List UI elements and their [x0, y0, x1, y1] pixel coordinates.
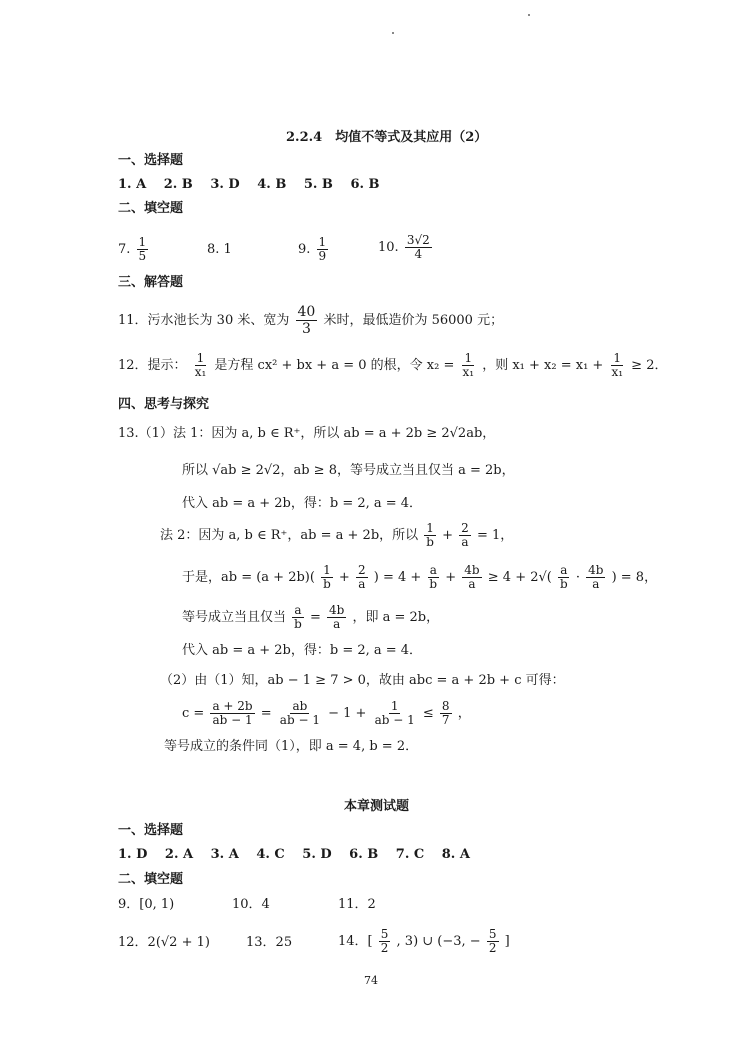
- q13-line-3: 代入 ab = a + 2b，得：b = 2, a = 4．: [182, 496, 423, 511]
- heading-fill-2: 二、填空题: [118, 872, 184, 887]
- test-answer-13: 13．25: [246, 935, 293, 950]
- heading-think: 四、思考与探究: [118, 397, 210, 412]
- choice-answers-2: 1. D 2. A 3. A 4. C 5. D 6. B 7. C 8. A: [118, 847, 470, 862]
- fraction: $\frac{4b}{a}$: [329, 603, 345, 631]
- heading-solve: 三、解答题: [118, 275, 184, 290]
- q13-line-9: c = $\frac{a + 2b}{ab - 1}$ = $\frac{ab}{ab - 1}$ − 1 + $\frac{1}{ab - 1}$ ≤ $\frac{8}{7}$ ，: [182, 699, 471, 727]
- q13-line-7: 代入 ab = a + 2b，得：b = 2, a = 4．: [182, 643, 423, 658]
- q13-line-4: 法 2：因为 a, b ∈ R⁺，ab = a + 2b，所以 $\frac{1}{b}$ + $\frac{2}{a}$ = 1，: [160, 521, 514, 549]
- fraction: $\frac{1}{b}$: [323, 563, 331, 591]
- q13-line-8: （2）由（1）知，ab − 1 ≥ 7 > 0，故由 abc = a + 2b + c 可得：: [160, 673, 565, 688]
- test-answer-11: 11．2: [338, 897, 376, 912]
- scan-speck: [392, 32, 394, 34]
- fraction: $\frac{1}{\text{x₁}}$: [611, 351, 624, 379]
- heading-choice: 一、选择题: [118, 153, 184, 168]
- fraction: $\frac{5}{2}$: [488, 927, 497, 955]
- test-answer-9: 9．[0, 1): [118, 897, 175, 912]
- fill-answer-8: 8. 1: [207, 242, 232, 257]
- chapter-test-title: 本章测试题: [344, 799, 410, 814]
- test-answer-14: 14．[ $\frac{5}{2}$ , 3) ∪ (−3, − $\frac{5}{2}$ ]: [338, 927, 510, 955]
- page-number: 74: [364, 974, 378, 987]
- q13-line-5: 于是，ab = (a + 2b)( $\frac{1}{b}$ + $\frac{2}{a}$ ) = 4 + $\frac{a}{b}$ + $\frac{4b}{a}$ ≥ 4 + 2√( $\frac{a}{b}$ · $\frac{4b}{a}$ ) = 8，: [182, 563, 658, 591]
- fraction: $\frac{8}{7}$: [441, 699, 450, 727]
- fraction: $\frac{1}{\text{x₁}}$: [194, 351, 207, 379]
- fraction: $\frac{40}{3}$: [297, 304, 316, 337]
- fraction: $\frac{2}{a}$: [461, 521, 469, 549]
- fill-answer-10: 10. $\frac{3√2}{4}$: [378, 233, 430, 261]
- fraction: $\frac{1}{ab - 1}$: [374, 699, 415, 727]
- fraction: $\frac{2}{a}$: [357, 563, 366, 591]
- fraction: $\frac{1}{\text{x₁}}$: [462, 351, 475, 379]
- answer-11: 11．污水池长为 30 米、宽为 $\frac{40}{3}$ 米时，最低造价为 56000 元；: [118, 304, 504, 337]
- fraction: $\frac{4b}{a}$: [464, 563, 480, 591]
- test-answer-10: 10．4: [232, 897, 270, 912]
- fraction: $\frac{a}{b}$: [294, 603, 302, 631]
- q13-line-10: 等号成立的条件同（1），即 a = 4, b = 2．: [164, 739, 419, 754]
- fill-answer-9: 9. $\frac{1}{9}$: [298, 235, 327, 263]
- q13-line-6: 等号成立当且仅当 $\frac{a}{b}$ = $\frac{4b}{a}$ ，即 a = 2b，: [182, 603, 440, 631]
- heading-choice-2: 一、选择题: [118, 823, 184, 838]
- fraction: $\frac{4b}{a}$: [588, 563, 604, 591]
- fraction: $\frac{5}{2}$: [380, 927, 389, 955]
- q13-line-1: 13.（1）法 1：因为 a, b ∈ R⁺，所以 ab = a + 2b ≥ 2√2ab，: [118, 426, 496, 441]
- q13-line-2: 所以 √ab ≥ 2√2，ab ≥ 8，等号成立当且仅当 a = 2b，: [182, 463, 515, 478]
- fraction: $\frac{a + 2b}{ab - 1}$: [212, 699, 253, 727]
- answer-12: 12．提示： $\frac{1}{\text{x₁}}$ 是方程 cx² + bx + a = 0 的根，令 x₂ = $\frac{1}{\text{x₁}}$ ，则 x₁ + x₂ = x₁ + $\frac{1}{\text{x₁}}$ ≥ 2．: [118, 351, 668, 379]
- scan-speck: [528, 14, 530, 16]
- fraction: $\frac{1}{5}$: [138, 235, 147, 263]
- fraction: $\frac{a}{b}$: [560, 563, 568, 591]
- choice-answers: 1. A 2. B 3. D 4. B 5. B 6. B: [118, 177, 380, 192]
- fraction: $\frac{a}{b}$: [429, 563, 438, 591]
- test-answer-12: 12．2(√2 + 1): [118, 935, 210, 950]
- fill-answer-7: 7. $\frac{1}{5}$: [118, 235, 147, 263]
- fraction: $\frac{ab}{ab - 1}$: [279, 699, 320, 727]
- fraction: $\frac{1}{9}$: [318, 235, 327, 263]
- fraction: $\frac{3√2}{4}$: [406, 233, 430, 261]
- fraction: $\frac{1}{b}$: [426, 521, 434, 549]
- heading-fill: 二、填空题: [118, 201, 184, 216]
- section-title: 2.2.4 均值不等式及其应用（2）: [286, 130, 488, 145]
